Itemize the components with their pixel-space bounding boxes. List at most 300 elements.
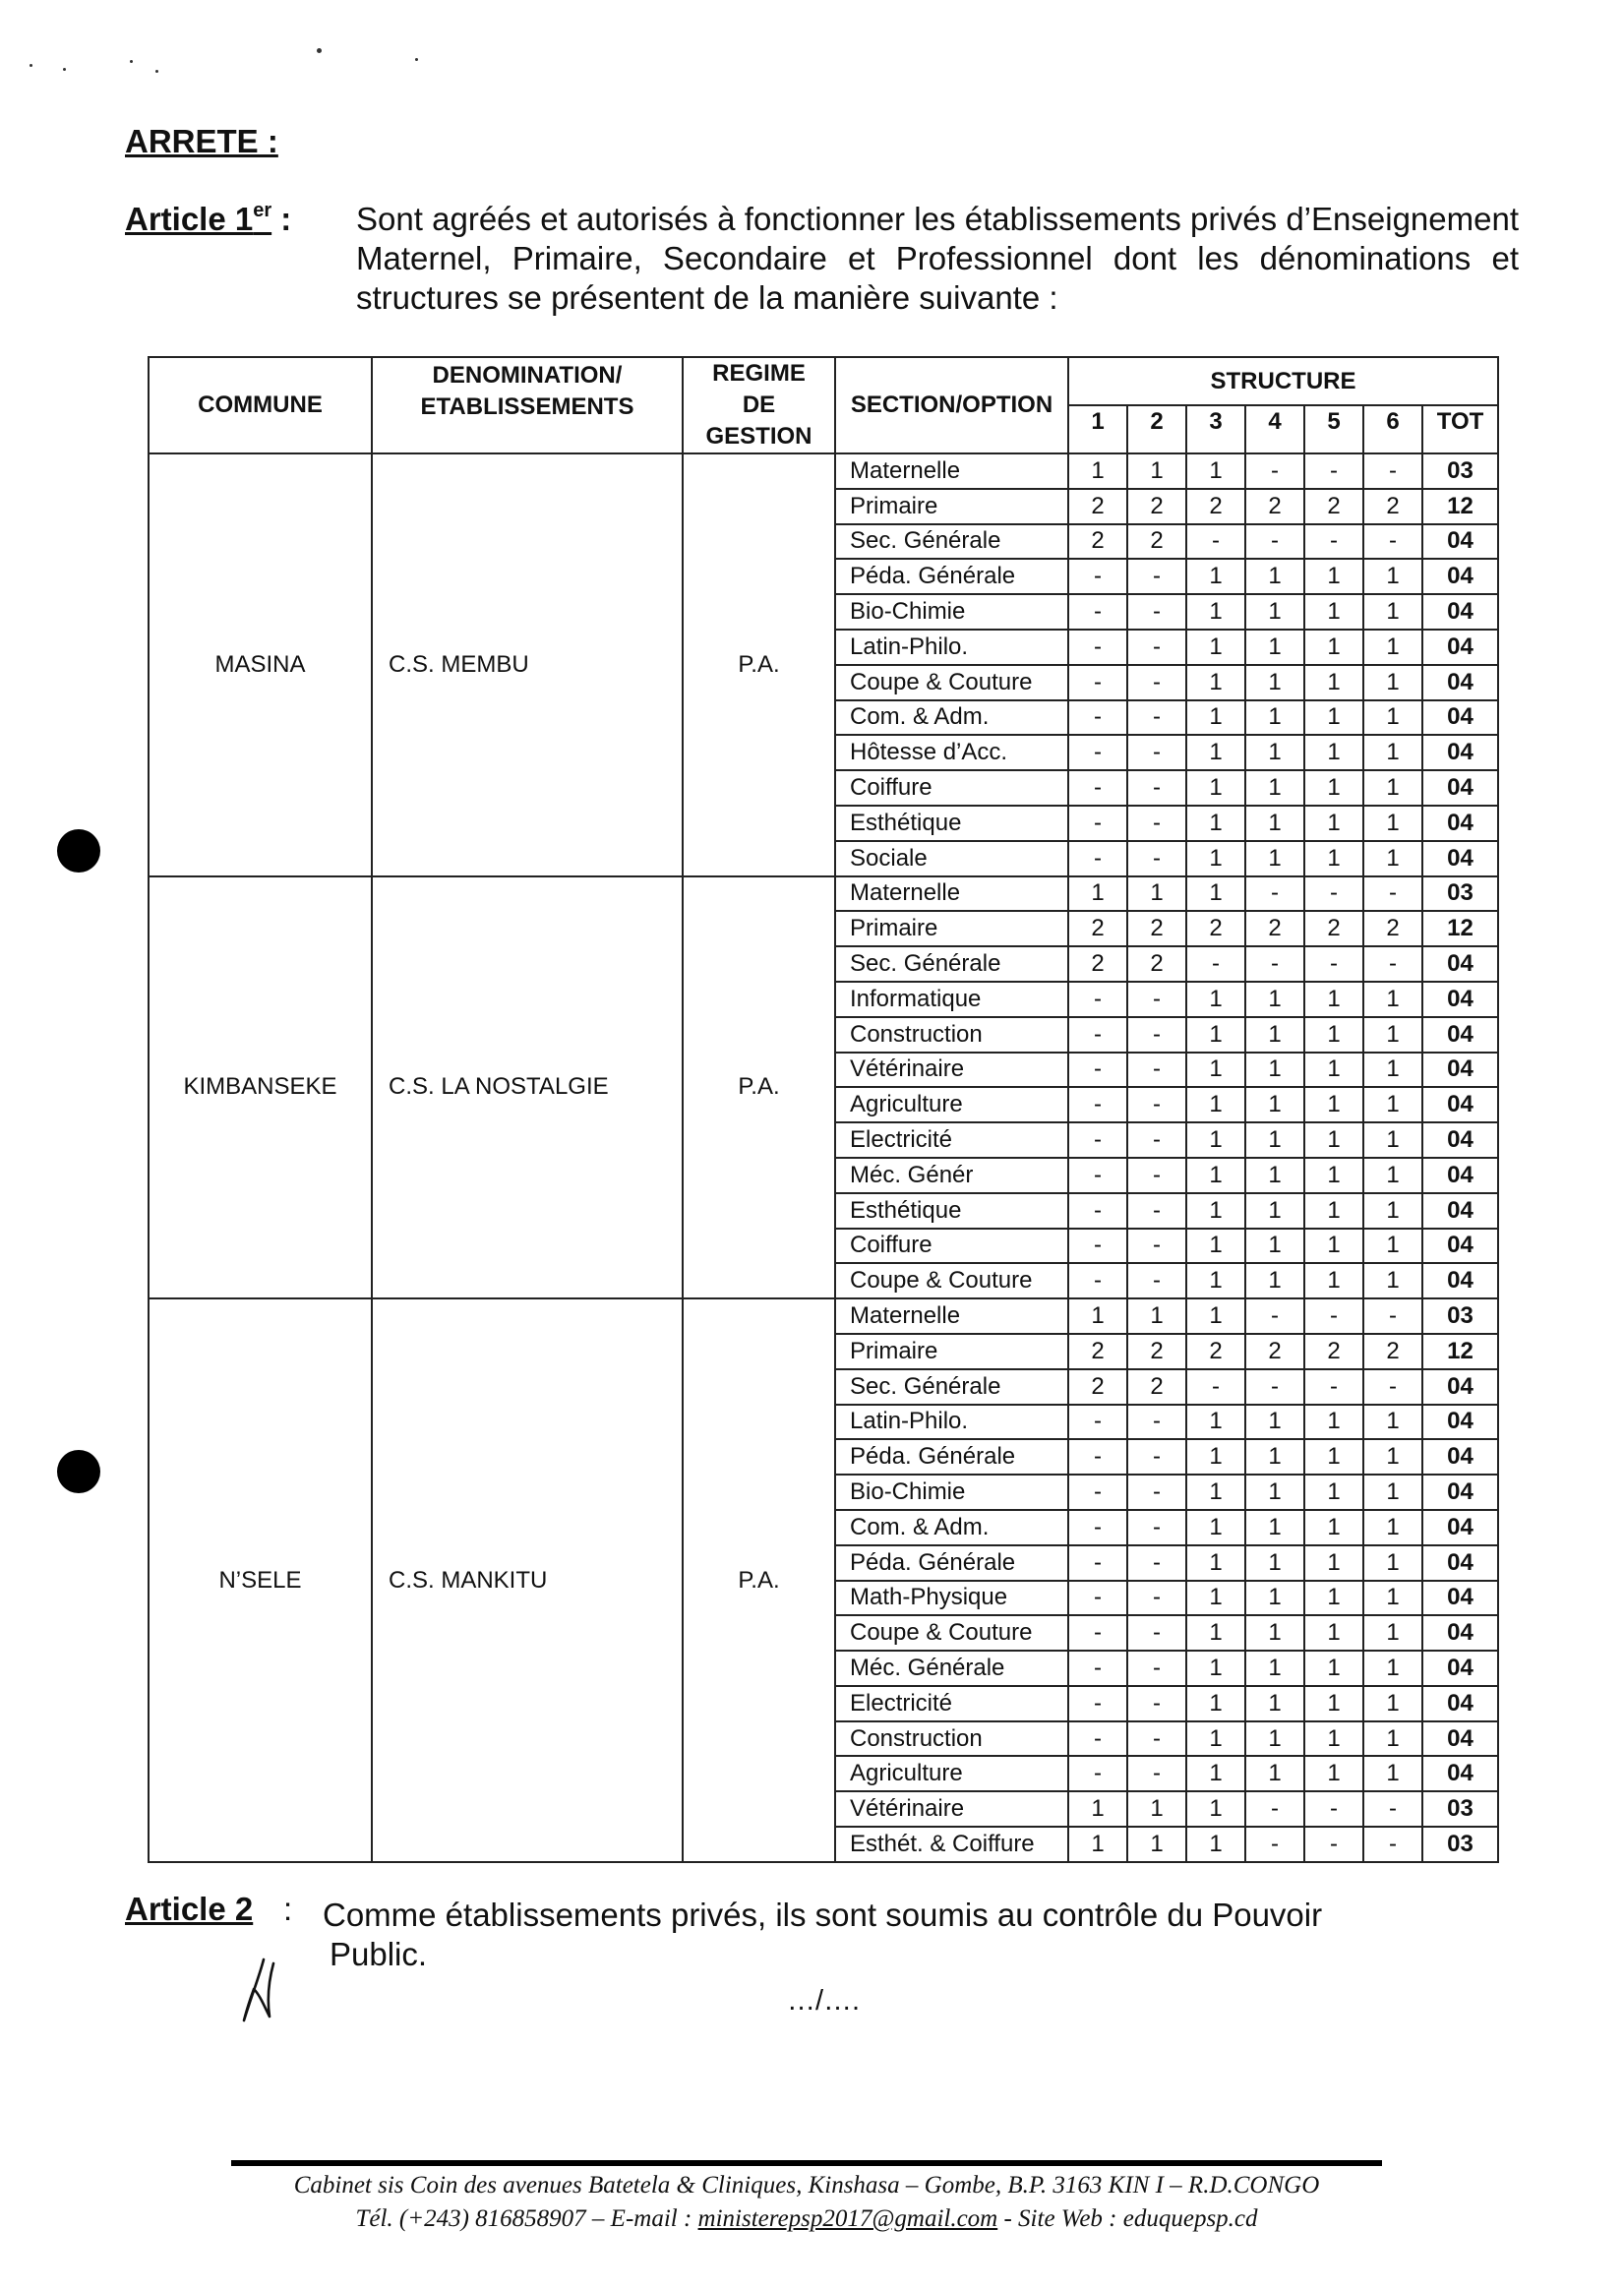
header-year-3: 3 (1186, 405, 1245, 453)
establishment-cell: C.S. LA NOSTALGIE (372, 876, 683, 1299)
article-2-colon: : (283, 1891, 293, 1927)
year-3-cell: 1 (1186, 1229, 1245, 1264)
regime-cell: P.A. (683, 876, 835, 1299)
footer-email: ministerepsp2017@gmail.com (697, 2205, 998, 2232)
year-2-cell: - (1127, 1263, 1186, 1298)
year-4-cell: 1 (1245, 1475, 1304, 1510)
option-cell: Hôtesse d’Acc. (835, 735, 1068, 770)
commune-cell: KIMBANSEKE (149, 876, 372, 1299)
year-5-cell: 1 (1304, 594, 1363, 630)
year-6-cell: 1 (1363, 1053, 1422, 1088)
year-4-cell: 1 (1245, 1263, 1304, 1298)
option-cell: Coiffure (835, 770, 1068, 806)
total-cell: 04 (1422, 806, 1498, 841)
year-5-cell: 1 (1304, 1122, 1363, 1158)
total-cell: 04 (1422, 1053, 1498, 1088)
year-3-cell: 1 (1186, 876, 1245, 912)
year-2-cell: - (1127, 665, 1186, 700)
year-1-cell: 2 (1068, 1369, 1127, 1405)
year-5-cell: 1 (1304, 1017, 1363, 1053)
year-1-cell: - (1068, 1158, 1127, 1193)
year-5-cell: 1 (1304, 1193, 1363, 1229)
year-5-cell: 1 (1304, 1686, 1363, 1721)
year-2-cell: - (1127, 1439, 1186, 1475)
option-cell: Primaire (835, 1334, 1068, 1369)
year-4-cell: - (1245, 876, 1304, 912)
total-cell: 04 (1422, 594, 1498, 630)
year-5-cell: 1 (1304, 1263, 1363, 1298)
footer-address: Cabinet sis Coin des avenues Batetela & Cliniques, Kinshasa – Gombe, B.P. 3163 KIN I – R.D.CONGO (293, 2172, 1320, 2199)
year-4-cell: 1 (1245, 1686, 1304, 1721)
year-5-cell: 1 (1304, 1510, 1363, 1545)
year-5-cell: 1 (1304, 1721, 1363, 1757)
year-1-cell: - (1068, 1545, 1127, 1581)
year-3-cell: 1 (1186, 1756, 1245, 1791)
year-6-cell: 2 (1363, 489, 1422, 524)
year-2-cell: - (1127, 770, 1186, 806)
arrete-heading: ARRETE : (125, 123, 278, 159)
total-cell: 04 (1422, 1229, 1498, 1264)
option-cell: Latin-Philo. (835, 1405, 1068, 1440)
year-5-cell: - (1304, 1298, 1363, 1334)
total-cell: 04 (1422, 1756, 1498, 1791)
year-6-cell: - (1363, 1298, 1422, 1334)
header-year-2: 2 (1127, 405, 1186, 453)
year-3-cell: 1 (1186, 453, 1245, 489)
year-5-cell: - (1304, 946, 1363, 982)
year-2-cell: - (1127, 1581, 1186, 1616)
year-2-cell: - (1127, 1229, 1186, 1264)
option-cell: Sec. Générale (835, 524, 1068, 560)
option-cell: Méc. Génér (835, 1158, 1068, 1193)
year-5-cell: 1 (1304, 630, 1363, 665)
year-3-cell: 1 (1186, 1581, 1245, 1616)
year-6-cell: 1 (1363, 1439, 1422, 1475)
year-3-cell: 1 (1186, 594, 1245, 630)
header-commune: COMMUNE (149, 357, 372, 453)
option-cell: Péda. Générale (835, 559, 1068, 594)
year-2-cell: - (1127, 1158, 1186, 1193)
total-cell: 04 (1422, 1686, 1498, 1721)
year-2-cell: - (1127, 1721, 1186, 1757)
year-6-cell: 1 (1363, 1510, 1422, 1545)
year-2-cell: - (1127, 700, 1186, 736)
article-1-colon: : (271, 201, 292, 237)
article-2-line-1: Comme établissements privés, ils sont soumis au contrôle du Pouvoir (323, 1897, 1323, 1933)
year-6-cell: 1 (1363, 1229, 1422, 1264)
year-5-cell: 1 (1304, 1053, 1363, 1088)
year-6-cell: 1 (1363, 770, 1422, 806)
year-4-cell: 1 (1245, 841, 1304, 876)
total-cell: 03 (1422, 1791, 1498, 1827)
year-1-cell: - (1068, 1193, 1127, 1229)
table-row (149, 453, 1498, 489)
year-3-cell: 1 (1186, 630, 1245, 665)
option-cell: Primaire (835, 911, 1068, 946)
year-4-cell: 1 (1245, 735, 1304, 770)
option-cell: Vétérinaire (835, 1053, 1068, 1088)
year-6-cell: 1 (1363, 1651, 1422, 1686)
year-1-cell: 1 (1068, 1298, 1127, 1334)
year-4-cell: 1 (1245, 1122, 1304, 1158)
year-6-cell: 1 (1363, 1756, 1422, 1791)
year-1-cell: - (1068, 982, 1127, 1017)
year-1-cell: - (1068, 1510, 1127, 1545)
total-cell: 04 (1422, 559, 1498, 594)
option-cell: Electricité (835, 1686, 1068, 1721)
year-3-cell: 1 (1186, 1475, 1245, 1510)
option-cell: Esthétique (835, 1193, 1068, 1229)
total-cell: 12 (1422, 489, 1498, 524)
year-3-cell: 2 (1186, 1334, 1245, 1369)
year-1-cell: - (1068, 1439, 1127, 1475)
year-5-cell: 1 (1304, 1615, 1363, 1651)
year-1-cell: 1 (1068, 453, 1127, 489)
total-cell: 04 (1422, 524, 1498, 560)
year-3-cell: 2 (1186, 489, 1245, 524)
total-cell: 04 (1422, 841, 1498, 876)
year-4-cell: - (1245, 1791, 1304, 1827)
header-structure: STRUCTURE (1068, 357, 1498, 405)
year-4-cell: 1 (1245, 1405, 1304, 1440)
year-6-cell: - (1363, 524, 1422, 560)
total-cell: 04 (1422, 770, 1498, 806)
option-cell: Maternelle (835, 453, 1068, 489)
year-2-cell: - (1127, 1017, 1186, 1053)
total-cell: 04 (1422, 630, 1498, 665)
year-6-cell: - (1363, 1827, 1422, 1862)
year-6-cell: - (1363, 453, 1422, 489)
total-cell: 04 (1422, 1651, 1498, 1686)
option-cell: Maternelle (835, 876, 1068, 912)
year-3-cell: - (1186, 946, 1245, 982)
regime-cell: P.A. (683, 453, 835, 876)
year-2-cell: 2 (1127, 524, 1186, 560)
option-cell: Vétérinaire (835, 1791, 1068, 1827)
year-2-cell: 2 (1127, 489, 1186, 524)
option-cell: Coupe & Couture (835, 1615, 1068, 1651)
year-1-cell: - (1068, 700, 1127, 736)
establishment-cell: C.S. MEMBU (372, 453, 683, 876)
year-2-cell: - (1127, 735, 1186, 770)
year-5-cell: 1 (1304, 806, 1363, 841)
year-1-cell: - (1068, 1017, 1127, 1053)
year-2-cell: 2 (1127, 911, 1186, 946)
year-6-cell: 1 (1363, 1581, 1422, 1616)
year-5-cell: - (1304, 1827, 1363, 1862)
total-cell: 12 (1422, 1334, 1498, 1369)
year-3-cell: 1 (1186, 1615, 1245, 1651)
year-3-cell: - (1186, 524, 1245, 560)
year-2-cell: - (1127, 1405, 1186, 1440)
year-3-cell: 1 (1186, 1721, 1245, 1757)
total-cell: 03 (1422, 1298, 1498, 1334)
year-4-cell: 1 (1245, 1545, 1304, 1581)
total-cell: 04 (1422, 1581, 1498, 1616)
year-2-cell: - (1127, 630, 1186, 665)
article-2-label: Article 2 (125, 1891, 254, 1927)
year-6-cell: 1 (1363, 559, 1422, 594)
total-cell: 04 (1422, 1087, 1498, 1122)
option-cell: Bio-Chimie (835, 594, 1068, 630)
year-1-cell: - (1068, 630, 1127, 665)
year-2-cell: - (1127, 841, 1186, 876)
option-cell: Méc. Générale (835, 1651, 1068, 1686)
establishment-cell: C.S. MANKITU (372, 1298, 683, 1862)
option-cell: Construction (835, 1721, 1068, 1757)
year-4-cell: - (1245, 1369, 1304, 1405)
year-6-cell: 1 (1363, 1405, 1422, 1440)
total-cell: 04 (1422, 665, 1498, 700)
option-cell: Coiffure (835, 1229, 1068, 1264)
header-denomination: DENOMINATION/ ETABLISSEMENTS (372, 357, 683, 453)
year-2-cell: - (1127, 1615, 1186, 1651)
year-1-cell: - (1068, 770, 1127, 806)
year-1-cell: 2 (1068, 524, 1127, 560)
year-1-cell: - (1068, 1122, 1127, 1158)
table-row (149, 876, 1498, 912)
year-4-cell: 2 (1245, 489, 1304, 524)
continuation-mark: …/…. (787, 1985, 861, 2017)
year-1-cell: - (1068, 594, 1127, 630)
total-cell: 04 (1422, 1615, 1498, 1651)
total-cell: 04 (1422, 700, 1498, 736)
year-4-cell: 1 (1245, 982, 1304, 1017)
year-1-cell: - (1068, 665, 1127, 700)
year-5-cell: 1 (1304, 1229, 1363, 1264)
option-cell: Péda. Générale (835, 1439, 1068, 1475)
year-4-cell: 1 (1245, 700, 1304, 736)
total-cell: 04 (1422, 1510, 1498, 1545)
year-3-cell: 1 (1186, 1122, 1245, 1158)
total-cell: 04 (1422, 1405, 1498, 1440)
header-year-4: 4 (1245, 405, 1304, 453)
year-2-cell: - (1127, 806, 1186, 841)
year-1-cell: - (1068, 1475, 1127, 1510)
option-cell: Informatique (835, 982, 1068, 1017)
year-3-cell: 1 (1186, 1193, 1245, 1229)
year-6-cell: 1 (1363, 1263, 1422, 1298)
year-4-cell: 1 (1245, 1615, 1304, 1651)
article-1-label (125, 200, 291, 238)
year-4-cell: 2 (1245, 1334, 1304, 1369)
year-6-cell: 1 (1363, 1087, 1422, 1122)
option-cell: Esthétique (835, 806, 1068, 841)
option-cell: Esthét. & Coiffure (835, 1827, 1068, 1862)
footer-contact: Tél. (+243) 816858907 – E-mail : ministerepsp2017@gmail.com - Site Web : eduquepsp.cd (355, 2205, 1258, 2232)
year-5-cell: 1 (1304, 1475, 1363, 1510)
year-1-cell: 2 (1068, 911, 1127, 946)
year-3-cell: 1 (1186, 1439, 1245, 1475)
total-cell: 04 (1422, 1439, 1498, 1475)
year-4-cell: 1 (1245, 1439, 1304, 1475)
year-4-cell: 1 (1245, 1053, 1304, 1088)
year-1-cell: 1 (1068, 1791, 1127, 1827)
option-cell: Com. & Adm. (835, 1510, 1068, 1545)
year-1-cell: - (1068, 1615, 1127, 1651)
option-cell: Latin-Philo. (835, 630, 1068, 665)
option-cell: Primaire (835, 489, 1068, 524)
option-cell: Agriculture (835, 1756, 1068, 1791)
year-3-cell: 1 (1186, 1298, 1245, 1334)
year-4-cell: - (1245, 524, 1304, 560)
year-6-cell: 1 (1363, 665, 1422, 700)
year-5-cell: 2 (1304, 1334, 1363, 1369)
year-1-cell: - (1068, 559, 1127, 594)
option-cell: Math-Physique (835, 1581, 1068, 1616)
total-cell: 04 (1422, 735, 1498, 770)
commune-cell: MASINA (149, 453, 372, 876)
year-1-cell: - (1068, 735, 1127, 770)
year-1-cell: 2 (1068, 489, 1127, 524)
year-3-cell: 1 (1186, 1053, 1245, 1088)
year-4-cell: 1 (1245, 1087, 1304, 1122)
year-6-cell: 1 (1363, 1475, 1422, 1510)
paraphe-initials (234, 1956, 281, 2024)
option-cell: Bio-Chimie (835, 1475, 1068, 1510)
punch-hole (57, 1450, 100, 1493)
header-regime: REGIME DE GESTION (683, 357, 835, 453)
total-cell: 04 (1422, 1017, 1498, 1053)
year-3-cell: 1 (1186, 1686, 1245, 1721)
total-cell: 03 (1422, 1827, 1498, 1862)
year-5-cell: - (1304, 453, 1363, 489)
year-3-cell: 1 (1186, 982, 1245, 1017)
year-3-cell: 1 (1186, 665, 1245, 700)
total-cell: 04 (1422, 1122, 1498, 1158)
year-3-cell: 1 (1186, 700, 1245, 736)
year-4-cell: 1 (1245, 665, 1304, 700)
year-3-cell: 1 (1186, 1510, 1245, 1545)
year-1-cell: - (1068, 1721, 1127, 1757)
year-1-cell: 2 (1068, 1334, 1127, 1369)
year-2-cell: 1 (1127, 876, 1186, 912)
year-2-cell: - (1127, 1545, 1186, 1581)
total-cell: 04 (1422, 1721, 1498, 1757)
year-2-cell: - (1127, 1651, 1186, 1686)
option-cell: Sec. Générale (835, 946, 1068, 982)
article-2-line-2: Public. (330, 1936, 428, 1972)
year-4-cell: 1 (1245, 1581, 1304, 1616)
year-3-cell: 1 (1186, 735, 1245, 770)
year-2-cell: - (1127, 594, 1186, 630)
total-cell: 04 (1422, 1545, 1498, 1581)
year-4-cell: 1 (1245, 630, 1304, 665)
year-5-cell: 1 (1304, 1581, 1363, 1616)
regime-cell: P.A. (683, 1298, 835, 1862)
option-cell: Construction (835, 1017, 1068, 1053)
year-2-cell: 2 (1127, 1334, 1186, 1369)
option-cell: Agriculture (835, 1087, 1068, 1122)
header-section-option: SECTION/OPTION (835, 357, 1068, 453)
header-year-5: 5 (1304, 405, 1363, 453)
option-cell: Coupe & Couture (835, 665, 1068, 700)
total-cell: 04 (1422, 1475, 1498, 1510)
article-1-text: Sont agréés et autorisés à fonctionner les établissements privés d’Enseignement Maternel, Primaire, Secondaire et Professionnel dont les dénominations et structures se présentent de la manière suivante : (356, 201, 1519, 316)
total-cell: 04 (1422, 1263, 1498, 1298)
year-5-cell: 1 (1304, 700, 1363, 736)
year-4-cell: 1 (1245, 770, 1304, 806)
year-6-cell: 1 (1363, 1193, 1422, 1229)
header-year-1: 1 (1068, 405, 1127, 453)
year-5-cell: 1 (1304, 770, 1363, 806)
year-4-cell: 1 (1245, 1651, 1304, 1686)
year-6-cell: 2 (1363, 911, 1422, 946)
year-6-cell: 1 (1363, 982, 1422, 1017)
year-5-cell: - (1304, 876, 1363, 912)
year-5-cell: 1 (1304, 1439, 1363, 1475)
header-year-6: 6 (1363, 405, 1422, 453)
commune-cell: N’SELE (149, 1298, 372, 1862)
year-4-cell: 1 (1245, 594, 1304, 630)
year-5-cell: 1 (1304, 1087, 1363, 1122)
year-6-cell: 1 (1363, 1721, 1422, 1757)
year-2-cell: 1 (1127, 1791, 1186, 1827)
table-row (149, 1298, 1498, 1334)
year-2-cell: 2 (1127, 1369, 1186, 1405)
year-6-cell: 1 (1363, 1122, 1422, 1158)
year-5-cell: 1 (1304, 1545, 1363, 1581)
year-5-cell: 1 (1304, 982, 1363, 1017)
footer (231, 2169, 1382, 2236)
year-2-cell: - (1127, 1193, 1186, 1229)
year-3-cell: 1 (1186, 1405, 1245, 1440)
total-cell: 04 (1422, 946, 1498, 982)
year-3-cell: 1 (1186, 806, 1245, 841)
year-5-cell: - (1304, 1369, 1363, 1405)
year-5-cell: 1 (1304, 1651, 1363, 1686)
year-6-cell: - (1363, 876, 1422, 912)
year-3-cell: 1 (1186, 1827, 1245, 1862)
year-6-cell: 2 (1363, 1334, 1422, 1369)
year-4-cell: - (1245, 946, 1304, 982)
year-1-cell: - (1068, 1087, 1127, 1122)
year-1-cell: 1 (1068, 876, 1127, 912)
year-2-cell: - (1127, 1510, 1186, 1545)
year-6-cell: 1 (1363, 1686, 1422, 1721)
year-5-cell: - (1304, 524, 1363, 560)
year-2-cell: - (1127, 1475, 1186, 1510)
year-1-cell: - (1068, 1405, 1127, 1440)
year-3-cell: - (1186, 1369, 1245, 1405)
total-cell: 04 (1422, 1369, 1498, 1405)
year-2-cell: - (1127, 982, 1186, 1017)
year-5-cell: 1 (1304, 559, 1363, 594)
year-2-cell: 2 (1127, 946, 1186, 982)
year-6-cell: 1 (1363, 630, 1422, 665)
year-6-cell: 1 (1363, 1158, 1422, 1193)
year-2-cell: - (1127, 1756, 1186, 1791)
option-cell: Com. & Adm. (835, 700, 1068, 736)
year-5-cell: 1 (1304, 1405, 1363, 1440)
year-6-cell: 1 (1363, 735, 1422, 770)
year-3-cell: 1 (1186, 1087, 1245, 1122)
year-1-cell: 1 (1068, 1827, 1127, 1862)
option-cell: Coupe & Couture (835, 1263, 1068, 1298)
article-2-text (323, 1896, 1385, 1974)
header-total: TOT (1422, 405, 1498, 453)
schools-structure-table (148, 356, 1499, 1863)
year-1-cell: - (1068, 1229, 1127, 1264)
year-2-cell: - (1127, 1686, 1186, 1721)
year-4-cell: 1 (1245, 1158, 1304, 1193)
year-3-cell: 1 (1186, 1158, 1245, 1193)
year-5-cell: - (1304, 1791, 1363, 1827)
year-5-cell: 1 (1304, 1756, 1363, 1791)
year-6-cell: 1 (1363, 1017, 1422, 1053)
year-4-cell: - (1245, 1827, 1304, 1862)
year-6-cell: 1 (1363, 806, 1422, 841)
